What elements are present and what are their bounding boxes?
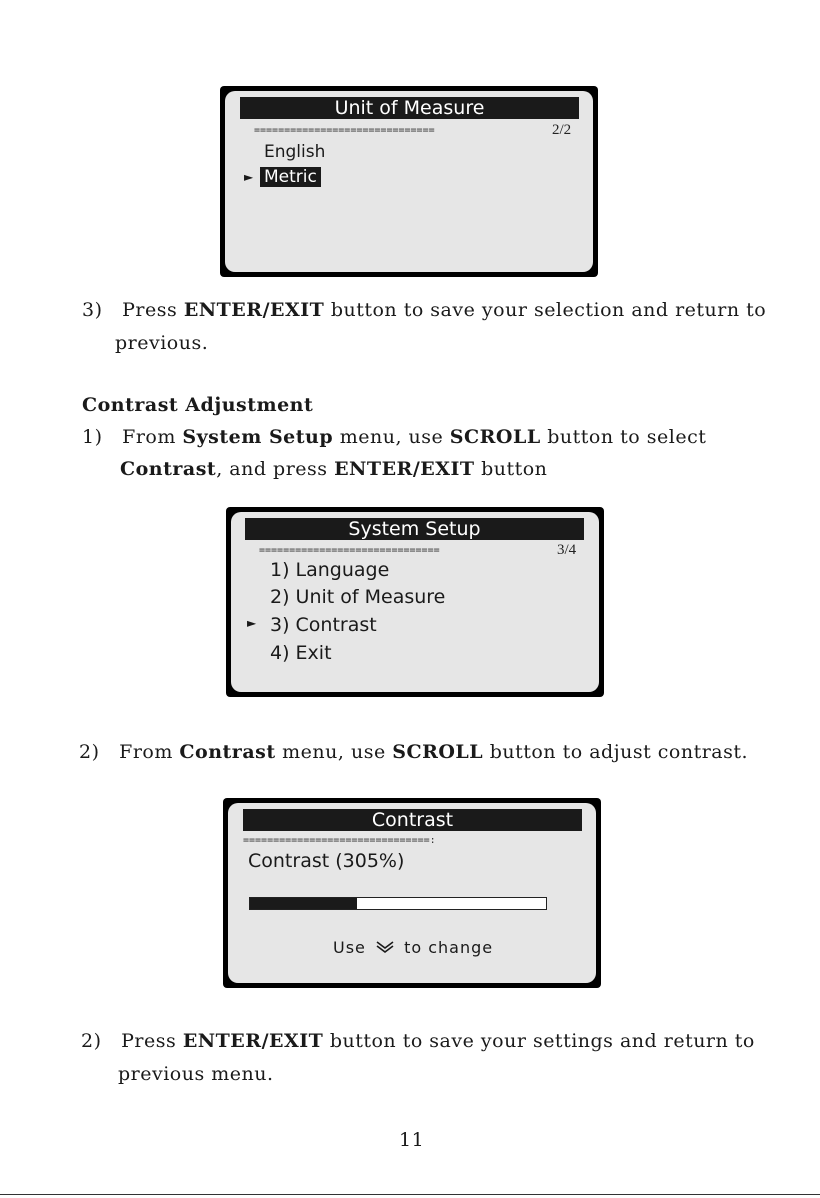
contrast-label: Contrast [179, 741, 276, 763]
step-text: , and press [216, 458, 328, 480]
step-number: 2) [81, 1030, 102, 1052]
step-text: Press [121, 1030, 177, 1052]
screen-title: System Setup [245, 518, 584, 540]
step-3-line-2: previous. [115, 332, 209, 354]
double-chevron-down-icon [374, 939, 396, 958]
step-2-save-line-1 [81, 1030, 755, 1052]
section-heading: Contrast Adjustment [82, 394, 314, 416]
menu-item-exit[interactable]: 4) Exit [270, 642, 332, 664]
step-1-line-2 [120, 458, 547, 480]
menu-item-english[interactable]: English [264, 142, 326, 162]
page-bottom-rule [0, 1194, 820, 1195]
step-text: button to save your settings and return to [329, 1030, 755, 1052]
enter-exit-label: ENTER/EXIT [182, 1030, 324, 1052]
contrast-value-label: Contrast (305%) [248, 850, 405, 872]
step-text: From [119, 741, 173, 763]
page-number: 11 [399, 1129, 425, 1151]
system-setup-label: System Setup [182, 426, 334, 448]
screen-title: Unit of Measure [240, 97, 579, 119]
change-hint [333, 938, 493, 958]
page-indicator: 2/2 [552, 122, 572, 138]
menu-item-contrast[interactable]: 3) Contrast [270, 614, 377, 636]
scroll-label: SCROLL [449, 426, 541, 448]
step-text: menu, use [339, 426, 444, 448]
step-text: button to adjust contrast. [489, 741, 749, 763]
selection-arrow-icon: ► [244, 170, 254, 184]
contrast-progress-bar[interactable] [249, 897, 547, 910]
contrast-screen [223, 798, 601, 988]
menu-item-language[interactable]: 1) Language [270, 559, 390, 581]
selected-item-label: Metric [260, 167, 321, 187]
step-number: 3) [82, 299, 103, 321]
step-text: Press [122, 299, 178, 321]
hint-text: to change [404, 938, 494, 957]
progress-fill [250, 898, 357, 909]
menu-item-unit-of-measure[interactable]: 2) Unit of Measure [270, 586, 446, 608]
system-setup-screen [226, 507, 604, 697]
unit-of-measure-screen [220, 86, 598, 277]
separator-dashes: ============================== [254, 125, 435, 136]
step-text: button [481, 458, 548, 480]
selection-arrow-icon: ► [247, 616, 257, 630]
enter-exit-label: ENTER/EXIT [334, 458, 475, 480]
scroll-label: SCROLL [392, 741, 484, 763]
step-number: 2) [79, 741, 100, 763]
menu-item-metric[interactable] [260, 167, 321, 187]
hint-text: Use [333, 938, 366, 957]
separator-dashes: ============================== [259, 545, 440, 556]
page-indicator: 3/4 [557, 542, 577, 558]
step-3-line-1 [82, 299, 766, 321]
step-2-contrast-line [79, 741, 748, 763]
contrast-label: Contrast [120, 458, 217, 480]
step-text: button to save your selection and return to [330, 299, 767, 321]
step-number: 1) [82, 426, 103, 448]
step-text: button to select [547, 426, 707, 448]
step-text: From [122, 426, 176, 448]
step-text: menu, use [282, 741, 386, 763]
enter-exit-label: ENTER/EXIT [183, 299, 325, 321]
step-2-save-line-2: previous menu. [118, 1063, 274, 1085]
separator-dashes: ===============================: [243, 835, 436, 846]
screen-title: Contrast [243, 809, 582, 831]
step-1-line-1 [82, 426, 706, 448]
